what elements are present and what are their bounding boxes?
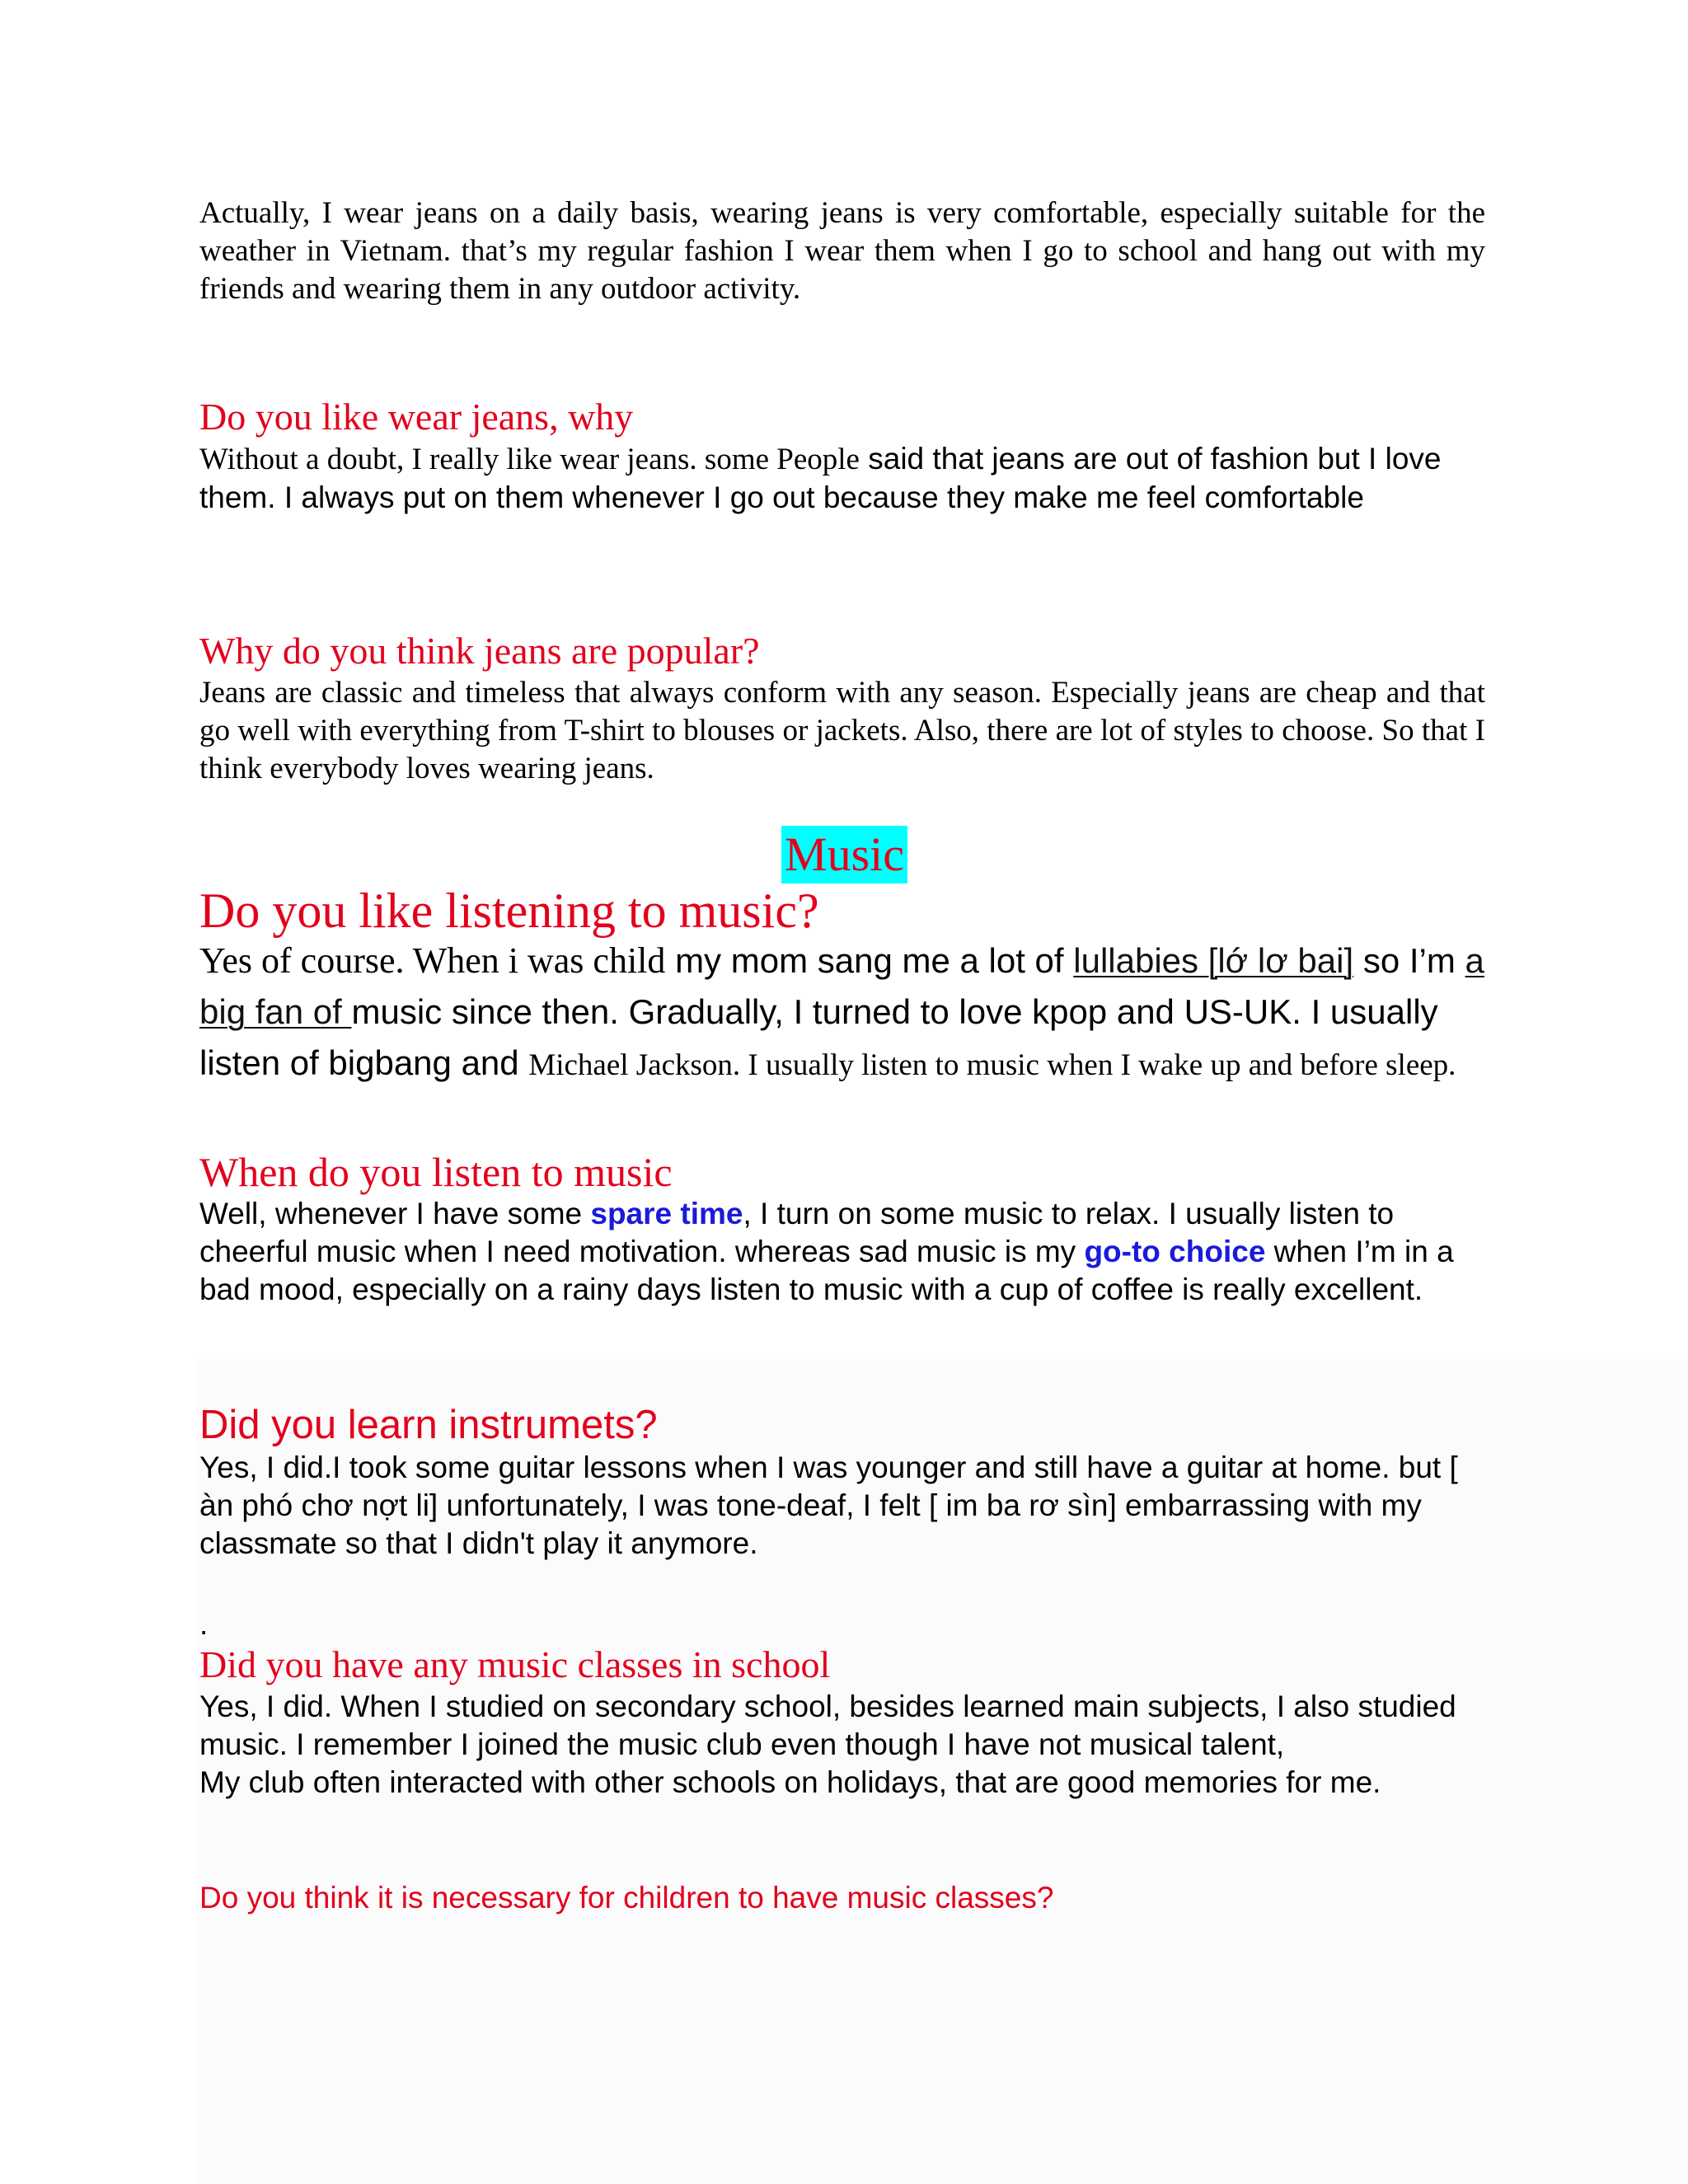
when-music-question: When do you listen to music <box>199 1149 673 1195</box>
like-music-answer-part3: so I’m <box>1353 941 1465 980</box>
when-music-answer-part1: Well, whenever I have some <box>199 1197 591 1230</box>
music-classes-answer-line2: My club often interacted with other schools on holidays, that are good memories for me. <box>199 1765 1381 1799</box>
go-to-choice-highlight: go-to choice <box>1084 1235 1266 1268</box>
like-jeans-answer-sans: said that jeans are out of fashion but I love them. I always put on them whenever I go out because they make me feel comfortable <box>199 442 1442 514</box>
music-classes-answer-line1: Yes, I did. When I studied on secondary school, besides learned main subjects, I also studied music. I remember I joined the music club even though I have not musical talent, <box>199 1690 1456 1761</box>
music-classes-section <box>199 1642 1485 1802</box>
like-jeans-answer <box>199 440 1485 518</box>
big-fan-underlined: a big fan of <box>199 941 1484 1031</box>
like-music-answer-part5: Michael Jackson. I usually listen to music when I wake up and before sleep. <box>528 1048 1456 1082</box>
like-music-question: Do you like listening to music? <box>199 883 819 938</box>
like-jeans-answer-serif: Without a doubt, I really like wear jeans. some People <box>199 443 860 476</box>
like-music-answer-part4: music since then. Gradually, I turned to love kpop and US-UK. I usually listen of bigbang and <box>199 992 1438 1082</box>
children-music-question: Do you think it is necessary for children to have music classes? <box>199 1881 1054 1915</box>
like-music-answer <box>199 940 1485 1093</box>
lullabies-underlined: lullabies [lớ lơ bai] <box>1073 941 1354 980</box>
jeans-popular-section <box>199 628 1485 788</box>
music-classes-question: Did you have any music classes in school <box>199 1643 831 1685</box>
like-music-answer-part2: my mom sang me a lot of <box>665 941 1074 980</box>
when-music-section <box>199 1149 1485 1309</box>
spare-time-highlight: spare time <box>590 1197 743 1230</box>
like-jeans-question: Do you like wear jeans, why <box>199 396 634 438</box>
music-section-title: Music <box>781 826 907 883</box>
instruments-section <box>199 1401 1485 1563</box>
jeans-popular-answer: Jeans are classic and timeless that always conform with any season. Especially jeans are cheap and that go well with everything from T-shirt to blouses or jackets. Also, there are lot of styles to choose. So that I think everybody loves wearing jeans. <box>199 676 1485 785</box>
when-music-answer-part2: , I turn on some music to relax. I usually listen to cheerful music when I need motivation. whereas sad music is my <box>199 1197 1395 1268</box>
like-music-section <box>199 882 1485 1093</box>
children-music-section <box>199 1879 1485 1917</box>
jeans-intro-text: Actually, I wear jeans on a daily basis, wearing jeans is very comfortable, especially suitable for the weather in Vietnam. that’s my regular fashion I wear them when I go to school and hang out with my friends and wearing them in any outdoor activity. <box>199 196 1485 306</box>
jeans-popular-question: Why do you think jeans are popular? <box>199 630 760 672</box>
jeans-intro-paragraph <box>199 194 1485 308</box>
like-jeans-section <box>199 394 1485 518</box>
separator-dot: . <box>199 1607 209 1641</box>
when-music-answer-part3: when I’m in a bad mood, especially on a rainy days listen to music with a cup of coffee is really excellent. <box>199 1235 1454 1306</box>
instruments-answer: Yes, I did.I took some guitar lessons when I was younger and still have a guitar at home. but [ àn phó chơ nợt li] unfortunately, I was tone-deaf, I felt [ im ba rơ sìn] embarrassing with my classmate so that I didn't play it anymore. <box>199 1451 1458 1560</box>
when-music-answer <box>199 1195 1485 1309</box>
like-music-answer-part1: Yes of course. When i was child <box>199 940 666 981</box>
instruments-question: Did you learn instrumets? <box>199 1403 658 1447</box>
